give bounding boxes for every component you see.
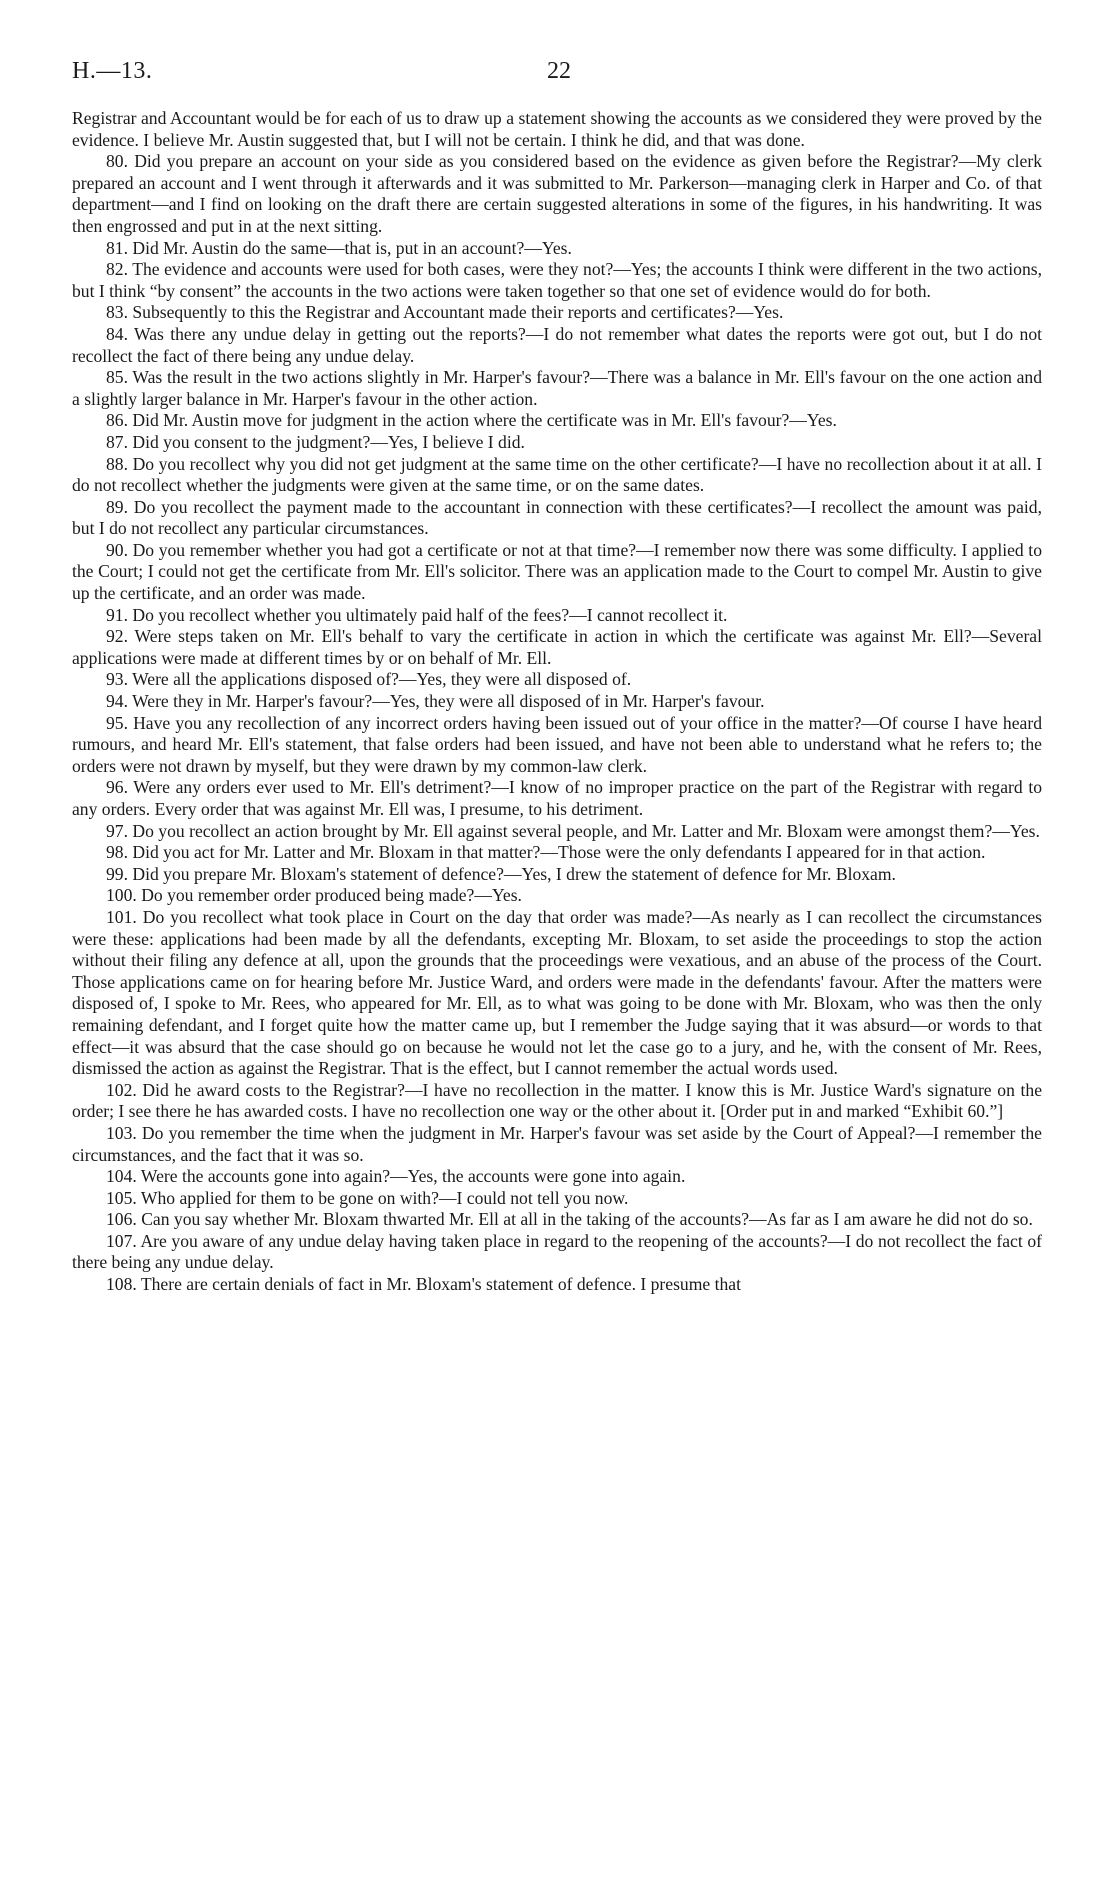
page-header — [72, 48, 1042, 108]
parliamentary-paper-reference: H.—13. — [72, 58, 153, 84]
question-101: 101. Do you recollect what took place in Court on the day that order was made?—As nearly as I can recollect the circumstances were these: applications had been made by all the defendants, excepting Mr. Bloxam, to set aside the proceedings to stop the action without their filing any defence at all, upon the grounds that the proceedings were vexatious, and an abuse of the process of the Court. Those applications came on for hearing before Mr. Justice Ward, and orders were made in the defendants' favour. After the matters were disposed of, I spoke to Mr. Rees, who appeared for Mr. Ell, as to what was going to be done with Mr. Bloxam, who was then the only remaining defendant, and I forget quite how the matter came up, but I remember the Judge saying that it was absurd—or words to that effect—it was absurd that the case should go on because he would not let the case go to a jury, and he, with the consent of Mr. Rees, dismissed the action as against the Registrar. That is the effect, but I cannot remember the actual words used. — [72, 906, 1042, 1079]
question-96: 96. Were any orders ever used to Mr. Ell's detriment?—I know of no improper practice on the part of the Registrar with regard to any orders. Every order that was against Mr. Ell was, I presume, to his detriment. — [72, 777, 1042, 819]
question-100: 100. Do you remember order produced being made?—Yes. — [106, 885, 522, 906]
question-106: 106. Can you say whether Mr. Bloxam thwarted Mr. Ell at all in the taking of the accounts?—As far as I am aware he did not do so. — [106, 1209, 1033, 1230]
question-85: 85. Was the result in the two actions slightly in Mr. Harper's favour?—There was a balance in Mr. Ell's favour on the one action and a slightly larger balance in Mr. Harper's favour in the other action. — [72, 367, 1042, 409]
question-82: 82. The evidence and accounts were used for both cases, were they not?—Yes; the accounts I think were different in the two actions, but I think “by consent” the accounts in the two actions were taken together so that one set of evidence would do for both. — [72, 259, 1042, 301]
question-95: 95. Have you any recollection of any incorrect orders having been issued out of your office in the matter?—Of course I have heard rumours, and heard Mr. Ell's statement, that false orders had been issued, and have not been able to understand what he refers to; the orders were not drawn by myself, but they were drawn by my common-law clerk. — [72, 712, 1042, 776]
evidence-transcript — [72, 108, 1042, 1296]
question-107: 107. Are you aware of any undue delay having taken place in regard to the reopening of the accounts?—I do not recollect the fact of there being any undue delay. — [72, 1230, 1042, 1273]
question-104: 104. Were the accounts gone into again?—Yes, the accounts were gone into again. — [106, 1166, 686, 1187]
document-page — [72, 48, 1042, 1296]
question-99: 99. Did you prepare Mr. Bloxam's statement of defence?—Yes, I drew the statement of defence for Mr. Bloxam. — [106, 863, 896, 884]
question-83: 83. Subsequently to this the Registrar and Accountant made their reports and certificates?—Yes. — [106, 302, 784, 323]
question-98: 98. Did you act for Mr. Latter and Mr. Bloxam in that matter?—Those were the only defendants I appeared for in that action. — [106, 842, 986, 863]
question-103: 103. Do you remember the time when the judgment in Mr. Harper's favour was set aside by the Court of Appeal?—I remember the circumstances, and the fact that it was so. — [72, 1122, 1042, 1165]
question-97: 97. Do you recollect an action brought by Mr. Ell against several people, and Mr. Latter and Mr. Bloxam were amongst them?—Yes. — [106, 820, 1040, 841]
question-105: 105. Who applied for them to be gone on with?—I could not tell you now. — [106, 1187, 629, 1208]
question-87: 87. Did you consent to the judgment?—Yes, I believe I did. — [106, 431, 525, 452]
question-91: 91. Do you recollect whether you ultimately paid half of the fees?—I cannot recollect it. — [106, 604, 728, 625]
question-93: 93. Were all the applications disposed of?—Yes, they were all disposed of. — [106, 669, 632, 690]
question-84: 84. Was there any undue delay in getting out the reports?—I do not remember what dates the reports were got out, but I do not recollect the fact of there being any undue delay. — [72, 323, 1042, 366]
question-90: 90. Do you remember whether you had got a certificate or not at that time?—I remember now there was some difficulty. I applied to the Court; I could not get the certificate from Mr. Ell's solicitor. There was an application made to the Court to compel Mr. Austin to give up the certificate, and an order was made. — [72, 539, 1042, 604]
question-94: 94. Were they in Mr. Harper's favour?—Yes, they were all disposed of in Mr. Harper's favour. — [106, 691, 765, 712]
question-89: 89. Do you recollect the payment made to the accountant in connection with these certificates?—I recollect the amount was paid, but I do not recollect any particular circumstances. — [72, 496, 1042, 539]
question-81: 81. Did Mr. Austin do the same—that is, put in an account?—Yes. — [106, 237, 572, 258]
question-108: 108. There are certain denials of fact in Mr. Bloxam's statement of defence. I presume that — [106, 1274, 742, 1295]
question-102: 102. Did he award costs to the Registrar?—I have no recollection in the matter. I know this is Mr. Justice Ward's signature on the order; I see there he has awarded costs. I have no recollection one way or the other about it. [Order put in and marked “Exhibit 60.”] — [72, 1079, 1042, 1122]
paragraph-continuation: Registrar and Accountant would be for each of us to draw up a statement showing the accounts as we considered they were proved by the evidence. I believe Mr. Austin suggested that, but I will not be certain. I think he did, and that was done. — [72, 108, 1042, 150]
question-92: 92. Were steps taken on Mr. Ell's behalf to vary the certificate in action in which the certificate was against Mr. Ell?—Several applications were made at different times by or on behalf of Mr. Ell. — [72, 626, 1042, 668]
question-86: 86. Did Mr. Austin move for judgment in the action where the certificate was in Mr. Ell's favour?—Yes. — [106, 410, 837, 431]
page-number: 22 — [547, 58, 571, 84]
question-88: 88. Do you recollect why you did not get judgment at the same time on the other certificate?—I have no recollection about it at all. I do not recollect whether the judgments were given at the same time, or on the same dates. — [72, 453, 1042, 496]
question-80: 80. Did you prepare an account on your side as you considered based on the evidence as given before the Registrar?—My clerk prepared an account and I went through it afterwards and it was submitted to Mr. Parkerson—managing clerk in Harper and Co. of that department—and I find on looking on the draft there are certain suggested alterations in some of the figures, in his handwriting. It was then engrossed and put in at the next sitting. — [72, 151, 1042, 236]
